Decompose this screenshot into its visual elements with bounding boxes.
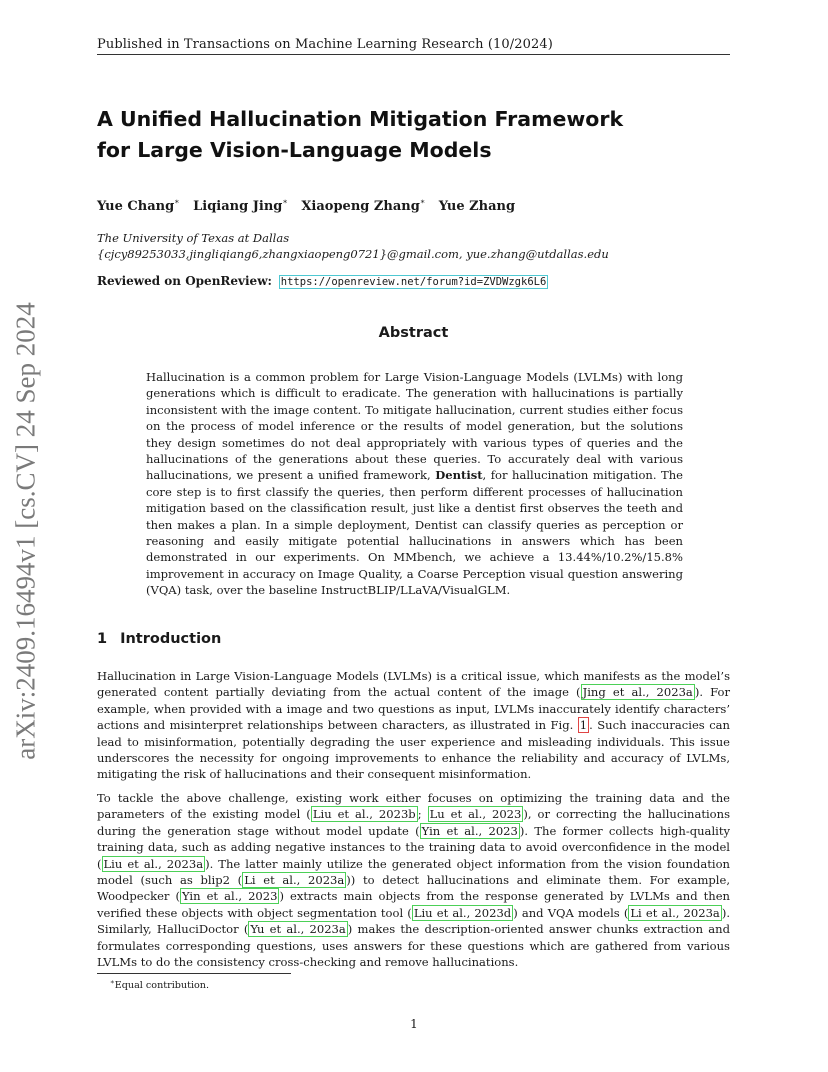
author-2: Liqiang Jing∗ xyxy=(193,197,288,215)
citation-link[interactable]: Liu et al., 2023d xyxy=(413,905,512,920)
abstract-body: Hallucination is a common problem for Large Vision-Language Models (LVLMs) with long generations which is difficult to eradicate. The generation with hallucinations is partially inconsistent with the image content. To mitigate hallucination, current studies either focus on the process of model inference or the results of model generation, but the solutions they design sometimes do not deal appropriately with various types of queries and the hallucinations of the generations about these queries. To accurately deal with various hallucinations, we present a unified framework, Dentist, for hallucination mitigation. The core step is to first classify the queries, then perform different processes of hallucination mitigation based on the classification result, just like a dentist first observes the teeth and then makes a plan. In a simple deployment, Dentist can classify queries as perception or reasoning and easily mitigate potential hallucinations in answers which has been demonstrated in our experiments. On MMbench, we achieve a 13.44%/10.2%/15.8% improvement in accuracy on Image Quality, a Coarse Perception visual question answering (VQA) task, over the baseline InstructBLIP/LLaVA/VisualGLM. xyxy=(146,370,684,598)
review-line xyxy=(97,274,548,288)
footnote xyxy=(110,978,209,991)
affiliation: The University of Texas at Dallas xyxy=(97,231,290,245)
intro-paragraph-1: Hallucination in Large Vision-Language Models (LVLMs) is a critical issue, which manifests as the model’s generated content partially deviating from the actual content of the image ( Jing et al., 2023a ). For example, when provided with a image and two questions as input, LVLMs inaccurately identify characters’ actions and misinterpret relationships between characters, as illustrated in Fig. 1 . Such inaccuracies can lead to misinformation, potentially degrading the user experience and misleading individuals. This issue underscores the necessity for ongoing improvements to enhance the reliability and accuracy of LVLMs, mitigating the risk of hallucinations and their consequent misinformation. xyxy=(97,669,730,782)
intro-paragraph-2: To tackle the above challenge, existing work either focuses on optimizing the training data and the parameters of the existing model ( Liu et al., 2023b ; Lu et al., 2023 ), or correcting the hallucinations during the generation stage without model update ( Yin et al., 2023 ). The former collects high-quality training data, such as adding negative instances to the training data to avoid overconfidence in the model ( Liu et al., 2023a ). The latter mainly utilize the generated object information from the vision foundation model (such as blip2 ( Li et al., 2023a )) to detect hallucinations and eliminate them. For example, Woodpecker ( Yin et al., 2023 ) extracts main objects from the response generated by LVLMs and then verified these objects with object segmentation tool ( Liu et al., 2023d ) and VQA models ( Li et al., 2023a ). Similarly, HalluciDoctor ( Yu et al., 2023a ) makes the description-oriented answer chunks extraction and formulates corresponding questions, uses answers for these questions which are gathered from various LVLMs to do the consistency cross-checking and remove hallucinations. xyxy=(97,791,731,970)
author-list xyxy=(97,198,524,214)
page-number: 1 xyxy=(410,1017,418,1031)
citation-link[interactable]: Yin et al., 2023 xyxy=(421,823,518,838)
citation-link[interactable]: Jing et al., 2023a xyxy=(582,685,693,700)
footnote-rule xyxy=(97,973,291,974)
citation-link[interactable]: Liu et al., 2023a xyxy=(103,856,204,871)
paper-title xyxy=(97,104,730,166)
title-line-1: A Unified Hallucination Mitigation Framework xyxy=(97,107,624,131)
citation-link[interactable]: Lu et al., 2023 xyxy=(429,807,522,822)
openreview-link[interactable]: https://openreview.net/forum?id=ZVDWzgk6L6 xyxy=(280,276,547,288)
citation-link[interactable]: Li et al., 2023a xyxy=(630,905,720,920)
author-4: Yue Zhang xyxy=(438,199,516,215)
section-number: 1 xyxy=(97,631,108,647)
arxiv-stamp xyxy=(8,296,44,766)
review-label: Reviewed on OpenReview: xyxy=(97,274,272,288)
figure-ref-link[interactable]: 1 xyxy=(579,718,588,733)
author-1: Yue Chang∗ xyxy=(97,197,180,215)
citation-link[interactable]: Li et al., 2023a xyxy=(244,873,345,888)
citation-link[interactable]: Yu et al., 2023a xyxy=(250,922,346,937)
section-title: Introduction xyxy=(120,631,222,647)
citation-link[interactable]: Yin et al., 2023 xyxy=(181,889,278,904)
dentist-name: Dentist xyxy=(435,468,483,483)
affiliation-block xyxy=(97,230,609,262)
header-rule xyxy=(97,54,730,55)
footnote-mark: ∗ xyxy=(110,978,115,986)
title-line-2: for Large Vision-Language Models xyxy=(97,138,492,162)
running-header: Published in Transactions on Machine Learning Research (10/2024) xyxy=(97,37,553,52)
footnote-text: Equal contribution. xyxy=(114,980,210,992)
email-list: {cjcy89253033,jingliqiang6,zhangxiaopeng0721}@gmail.com, yue.zhang@utdallas.edu xyxy=(97,247,609,261)
section-heading xyxy=(97,631,221,647)
citation-link[interactable]: Liu et al., 2023b xyxy=(312,807,416,822)
author-3: Xiaopeng Zhang∗ xyxy=(301,197,426,215)
arxiv-stamp-text: arXiv:2409.16494v1 [cs.CV] 24 Sep 2024 xyxy=(10,302,41,760)
abstract-heading: Abstract xyxy=(378,325,449,341)
